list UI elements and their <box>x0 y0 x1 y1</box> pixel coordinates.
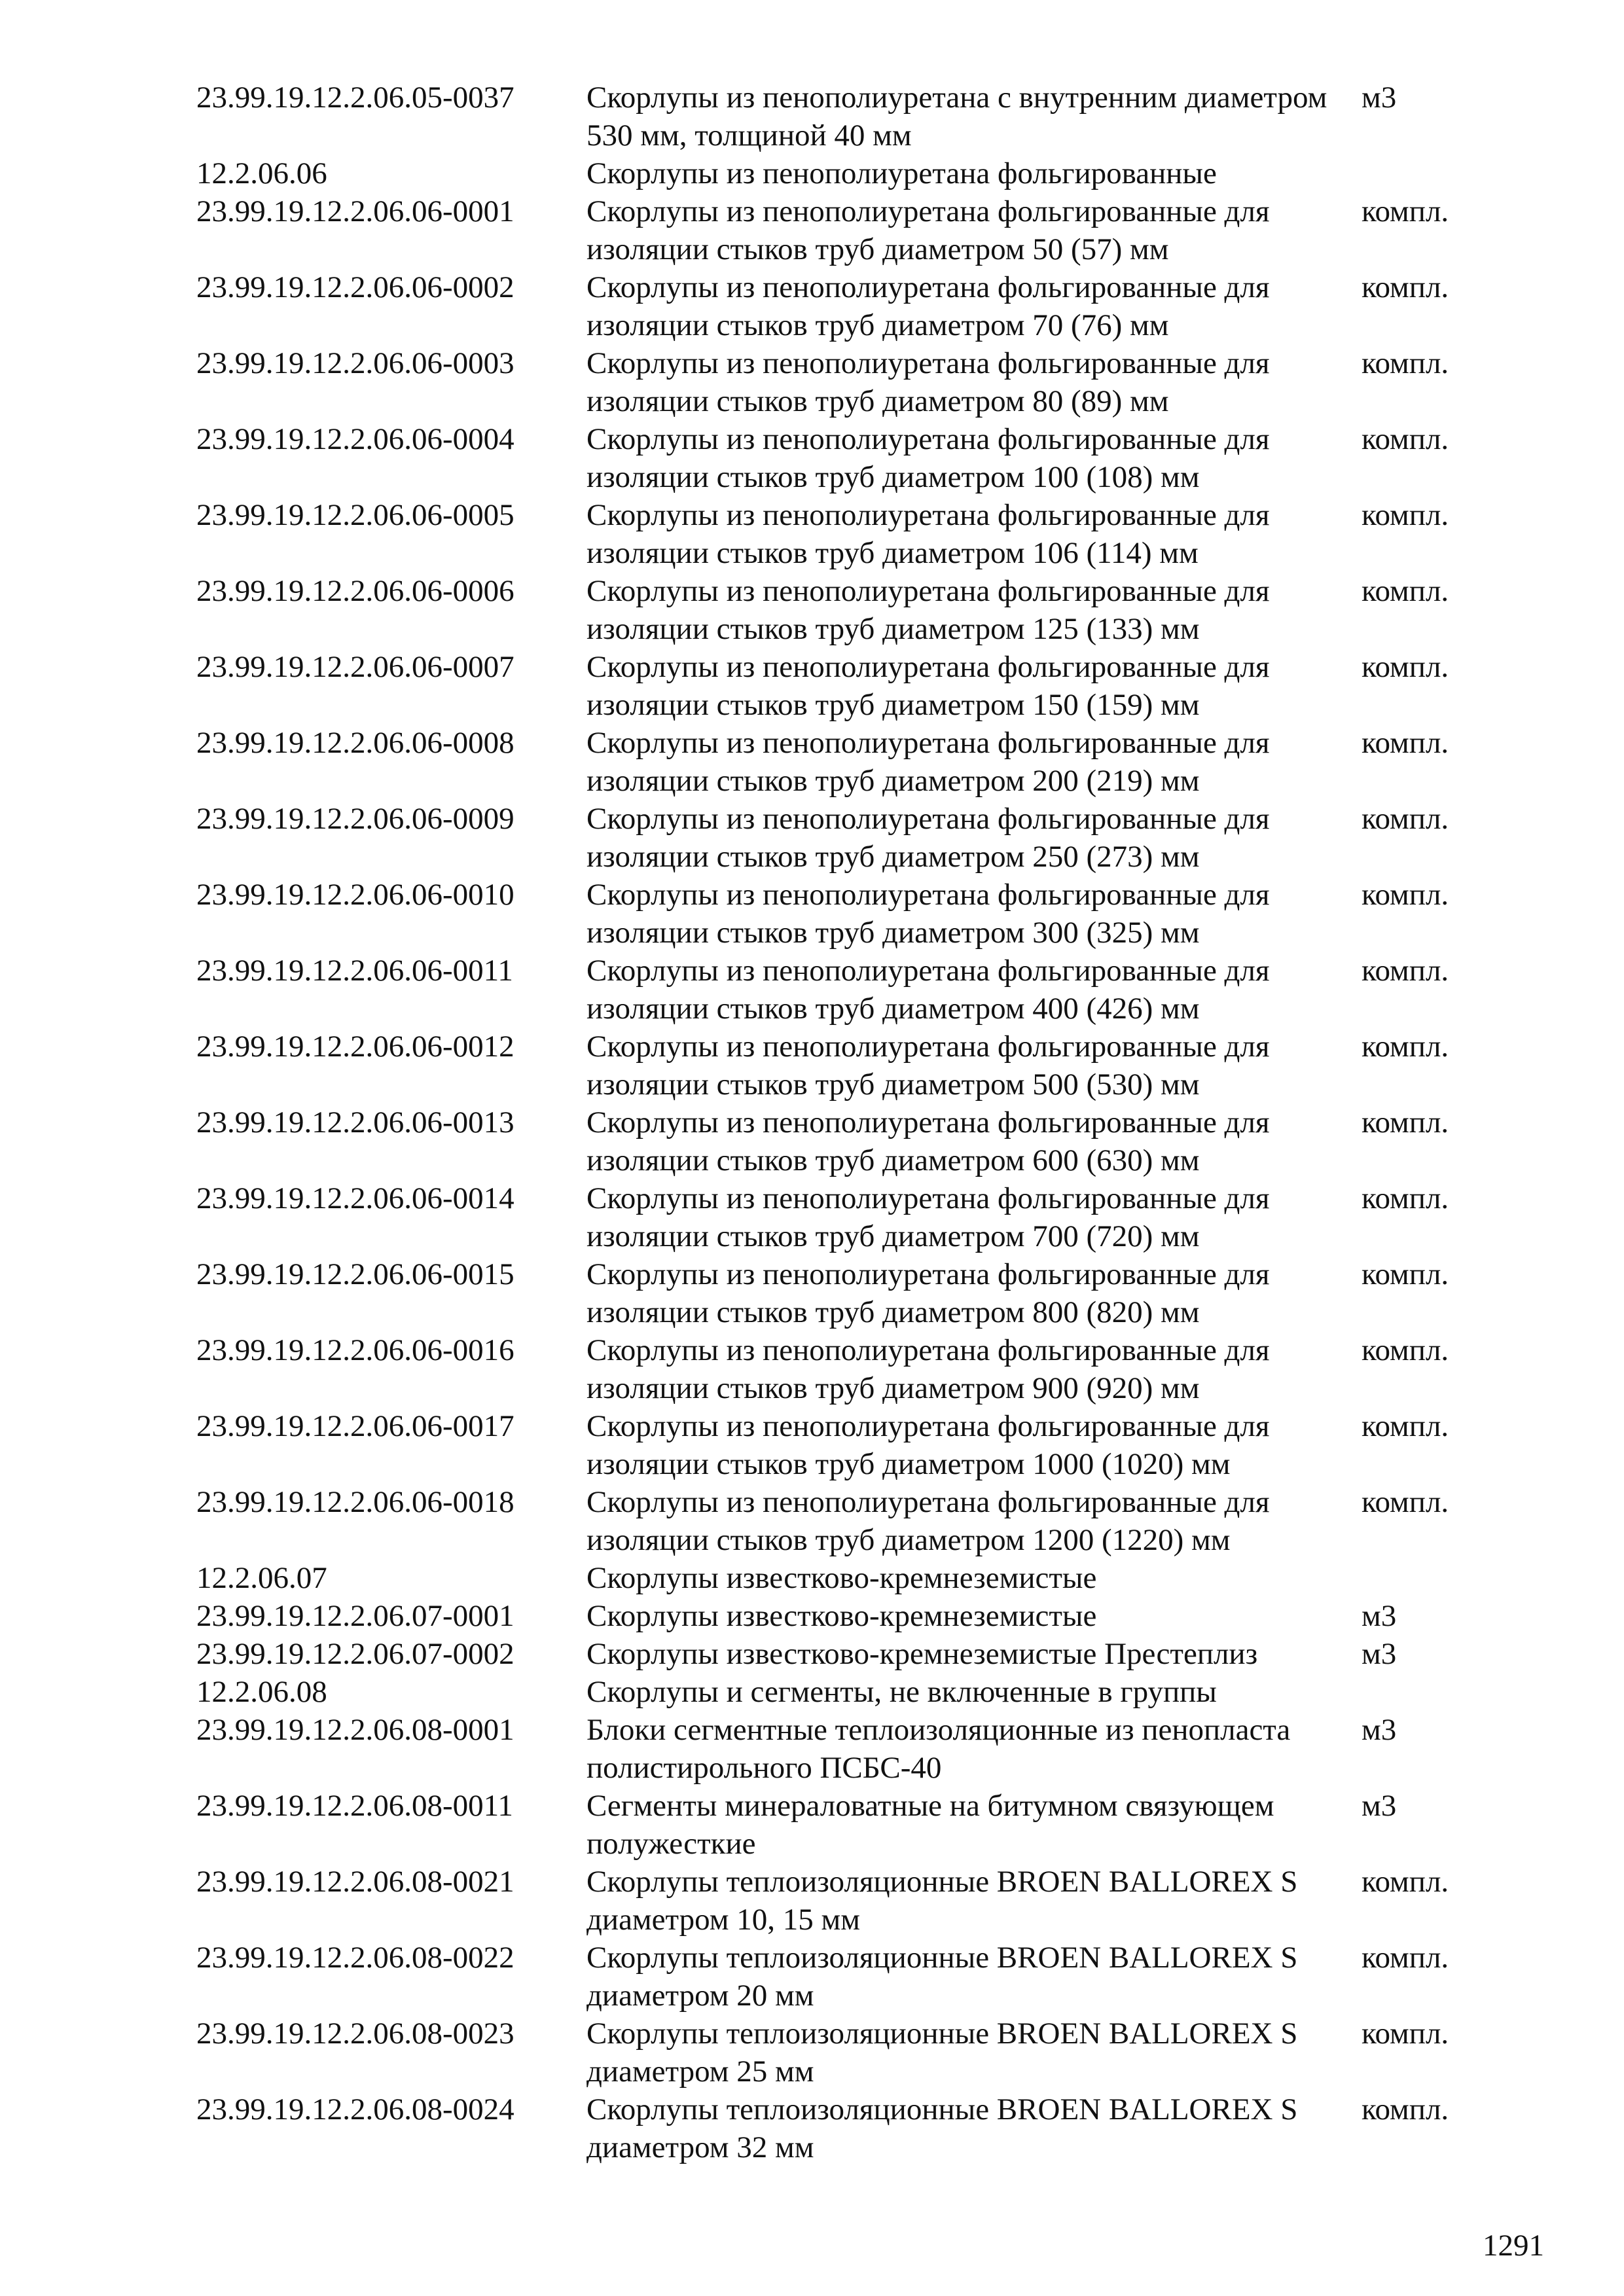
table-row <box>196 192 1506 268</box>
row-unit: компл. <box>1362 270 1449 304</box>
row-code: 23.99.19.12.2.06.06-0010 <box>196 878 514 912</box>
row-unit: компл. <box>1362 194 1449 228</box>
table-row <box>196 1673 1506 1711</box>
row-code: 23.99.19.12.2.06.06-0015 <box>196 1257 514 1291</box>
row-code: 23.99.19.12.2.06.06-0001 <box>196 194 514 228</box>
table-row <box>196 1863 1506 1939</box>
row-name: Скорлупы из пенополиуретана фольгированные <box>586 156 1217 190</box>
row-unit: м3 <box>1362 1789 1397 1823</box>
row-name: Скорлупы из пенополиуретана фольгированные для изоляции стыков труб диаметром 100 (108) мм <box>586 422 1270 494</box>
table-row <box>196 1635 1506 1673</box>
row-name: Скорлупы известково-кремнеземистые <box>586 1599 1097 1633</box>
row-code: 23.99.19.12.2.06.06-0003 <box>196 346 514 380</box>
row-name: Скорлупы из пенополиуретана фольгированные для изоляции стыков труб диаметром 80 (89) мм <box>586 346 1270 418</box>
row-name: Скорлупы из пенополиуретана фольгированные для изоляции стыков труб диаметром 1200 (1220) мм <box>586 1485 1270 1557</box>
row-name: Скорлупы из пенополиуретана фольгированные для изоляции стыков труб диаметром 800 (820) мм <box>586 1257 1270 1329</box>
table-row <box>196 1255 1506 1331</box>
row-code: 23.99.19.12.2.06.06-0008 <box>196 726 514 760</box>
row-code: 23.99.19.12.2.06.06-0013 <box>196 1105 514 1139</box>
table-row <box>196 154 1506 192</box>
row-unit: м3 <box>1362 81 1397 115</box>
table-row <box>196 1407 1506 1483</box>
row-code: 23.99.19.12.2.06.08-0001 <box>196 1713 514 1747</box>
table-row <box>196 1711 1506 1787</box>
table-row <box>196 724 1506 800</box>
row-code: 12.2.06.07 <box>196 1561 327 1595</box>
table-row <box>196 648 1506 724</box>
row-code: 12.2.06.08 <box>196 1675 327 1709</box>
row-unit: компл. <box>1362 802 1449 836</box>
row-name: Блоки сегментные теплоизоляционные из пенопласта полистирольного ПСБС-40 <box>586 1713 1291 1785</box>
table-row <box>196 800 1506 876</box>
row-code: 23.99.19.12.2.06.07-0002 <box>196 1637 514 1671</box>
table-row <box>196 1597 1506 1635</box>
table-row <box>196 2090 1506 2166</box>
row-code: 23.99.19.12.2.06.08-0022 <box>196 1941 514 1975</box>
table-row <box>196 2015 1506 2090</box>
row-unit: компл. <box>1362 1485 1449 1519</box>
row-code: 23.99.19.12.2.06.06-0017 <box>196 1409 514 1443</box>
row-unit: компл. <box>1362 954 1449 988</box>
row-code: 23.99.19.12.2.06.07-0001 <box>196 1599 514 1633</box>
row-name: Скорлупы теплоизоляционные BROEN BALLOREX S диаметром 20 мм <box>586 1941 1298 2013</box>
row-unit: компл. <box>1362 1257 1449 1291</box>
row-name: Скорлупы из пенополиуретана фольгированные для изоляции стыков труб диаметром 300 (325) мм <box>586 878 1270 950</box>
table-row <box>196 1787 1506 1863</box>
row-unit: компл. <box>1362 346 1449 380</box>
row-name: Скорлупы из пенополиуретана фольгированные для изоляции стыков труб диаметром 1000 (1020) мм <box>586 1409 1270 1481</box>
table-row <box>196 420 1506 496</box>
table-row <box>196 1179 1506 1255</box>
table-row <box>196 496 1506 572</box>
table-row <box>196 876 1506 952</box>
row-unit: компл. <box>1362 1181 1449 1215</box>
row-code: 23.99.19.12.2.06.08-0024 <box>196 2092 514 2126</box>
row-unit: компл. <box>1362 498 1449 532</box>
table-row <box>196 1483 1506 1559</box>
row-code: 23.99.19.12.2.06.08-0021 <box>196 1865 514 1899</box>
classifier-table <box>196 79 1506 2166</box>
table-row <box>196 572 1506 648</box>
row-name: Сегменты минераловатные на битумном связующем полужесткие <box>586 1789 1274 1861</box>
row-code: 23.99.19.12.2.06.06-0012 <box>196 1030 514 1064</box>
row-name: Скорлупы из пенополиуретана фольгированные для изоляции стыков труб диаметром 600 (630) мм <box>586 1105 1270 1177</box>
table-row <box>196 952 1506 1028</box>
row-unit: компл. <box>1362 1409 1449 1443</box>
row-unit: компл. <box>1362 650 1449 684</box>
row-name: Скорлупы теплоизоляционные BROEN BALLOREX S диаметром 10, 15 мм <box>586 1865 1298 1937</box>
row-unit: компл. <box>1362 1105 1449 1139</box>
row-name: Скорлупы из пенополиуретана фольгированные для изоляции стыков труб диаметром 150 (159) мм <box>586 650 1270 722</box>
row-name: Скорлупы известково-кремнеземистые <box>586 1561 1097 1595</box>
row-code: 23.99.19.12.2.06.08-0011 <box>196 1789 513 1823</box>
table-row <box>196 344 1506 420</box>
row-name: Скорлупы и сегменты, не включенные в группы <box>586 1675 1217 1709</box>
row-unit: компл. <box>1362 878 1449 912</box>
row-unit: м3 <box>1362 1637 1397 1671</box>
row-name: Скорлупы из пенополиуретана с внутренним диаметром 530 мм, толщиной 40 мм <box>586 81 1327 152</box>
row-unit: компл. <box>1362 1865 1449 1899</box>
row-unit: компл. <box>1362 1030 1449 1064</box>
page-number: 1291 <box>1483 2229 1544 2263</box>
row-name: Скорлупы теплоизоляционные BROEN BALLOREX S диаметром 32 мм <box>586 2092 1298 2164</box>
row-code: 23.99.19.12.2.06.08-0023 <box>196 2017 514 2051</box>
row-unit: м3 <box>1362 1713 1397 1747</box>
row-unit: компл. <box>1362 2017 1449 2051</box>
row-unit: компл. <box>1362 1941 1449 1975</box>
row-unit: компл. <box>1362 574 1449 608</box>
row-code: 23.99.19.12.2.06.06-0004 <box>196 422 514 456</box>
row-code: 23.99.19.12.2.06.06-0005 <box>196 498 514 532</box>
row-name: Скорлупы из пенополиуретана фольгированные для изоляции стыков труб диаметром 125 (133) мм <box>586 574 1270 646</box>
row-code: 23.99.19.12.2.06.06-0009 <box>196 802 514 836</box>
table-row <box>196 79 1506 154</box>
table-row <box>196 1331 1506 1407</box>
table-row <box>196 1559 1506 1597</box>
row-code: 23.99.19.12.2.06.06-0018 <box>196 1485 514 1519</box>
row-name: Скорлупы из пенополиуретана фольгированные для изоляции стыков труб диаметром 70 (76) мм <box>586 270 1270 342</box>
table-row <box>196 268 1506 344</box>
row-name: Скорлупы теплоизоляционные BROEN BALLOREX S диаметром 25 мм <box>586 2017 1298 2089</box>
row-unit: компл. <box>1362 2092 1449 2126</box>
row-name: Скорлупы из пенополиуретана фольгированные для изоляции стыков труб диаметром 700 (720) мм <box>586 1181 1270 1253</box>
row-unit: компл. <box>1362 1333 1449 1367</box>
row-unit: компл. <box>1362 422 1449 456</box>
row-unit: м3 <box>1362 1599 1397 1633</box>
row-code: 23.99.19.12.2.06.06-0011 <box>196 954 513 988</box>
row-code: 23.99.19.12.2.06.06-0006 <box>196 574 514 608</box>
row-name: Скорлупы из пенополиуретана фольгированные для изоляции стыков труб диаметром 500 (530) мм <box>586 1030 1270 1102</box>
row-name: Скорлупы из пенополиуретана фольгированные для изоляции стыков труб диаметром 400 (426) мм <box>586 954 1270 1026</box>
row-code: 23.99.19.12.2.06.06-0002 <box>196 270 514 304</box>
row-name: Скорлупы из пенополиуретана фольгированные для изоляции стыков труб диаметром 900 (920) мм <box>586 1333 1270 1405</box>
table-row <box>196 1028 1506 1103</box>
row-name: Скорлупы из пенополиуретана фольгированные для изоляции стыков труб диаметром 250 (273) мм <box>586 802 1270 874</box>
row-name: Скорлупы из пенополиуретана фольгированные для изоляции стыков труб диаметром 50 (57) мм <box>586 194 1270 266</box>
row-code: 23.99.19.12.2.06.06-0016 <box>196 1333 514 1367</box>
row-unit: компл. <box>1362 726 1449 760</box>
table-row <box>196 1939 1506 2015</box>
row-code: 23.99.19.12.2.06.06-0007 <box>196 650 514 684</box>
row-name: Скорлупы из пенополиуретана фольгированные для изоляции стыков труб диаметром 200 (219) мм <box>586 726 1270 798</box>
row-name: Скорлупы известково-кремнеземистые Престеплиз <box>586 1637 1258 1671</box>
row-code: 23.99.19.12.2.06.05-0037 <box>196 81 514 115</box>
row-name: Скорлупы из пенополиуретана фольгированные для изоляции стыков труб диаметром 106 (114) мм <box>586 498 1270 570</box>
row-code: 12.2.06.06 <box>196 156 327 190</box>
table-row <box>196 1103 1506 1179</box>
row-code: 23.99.19.12.2.06.06-0014 <box>196 1181 514 1215</box>
